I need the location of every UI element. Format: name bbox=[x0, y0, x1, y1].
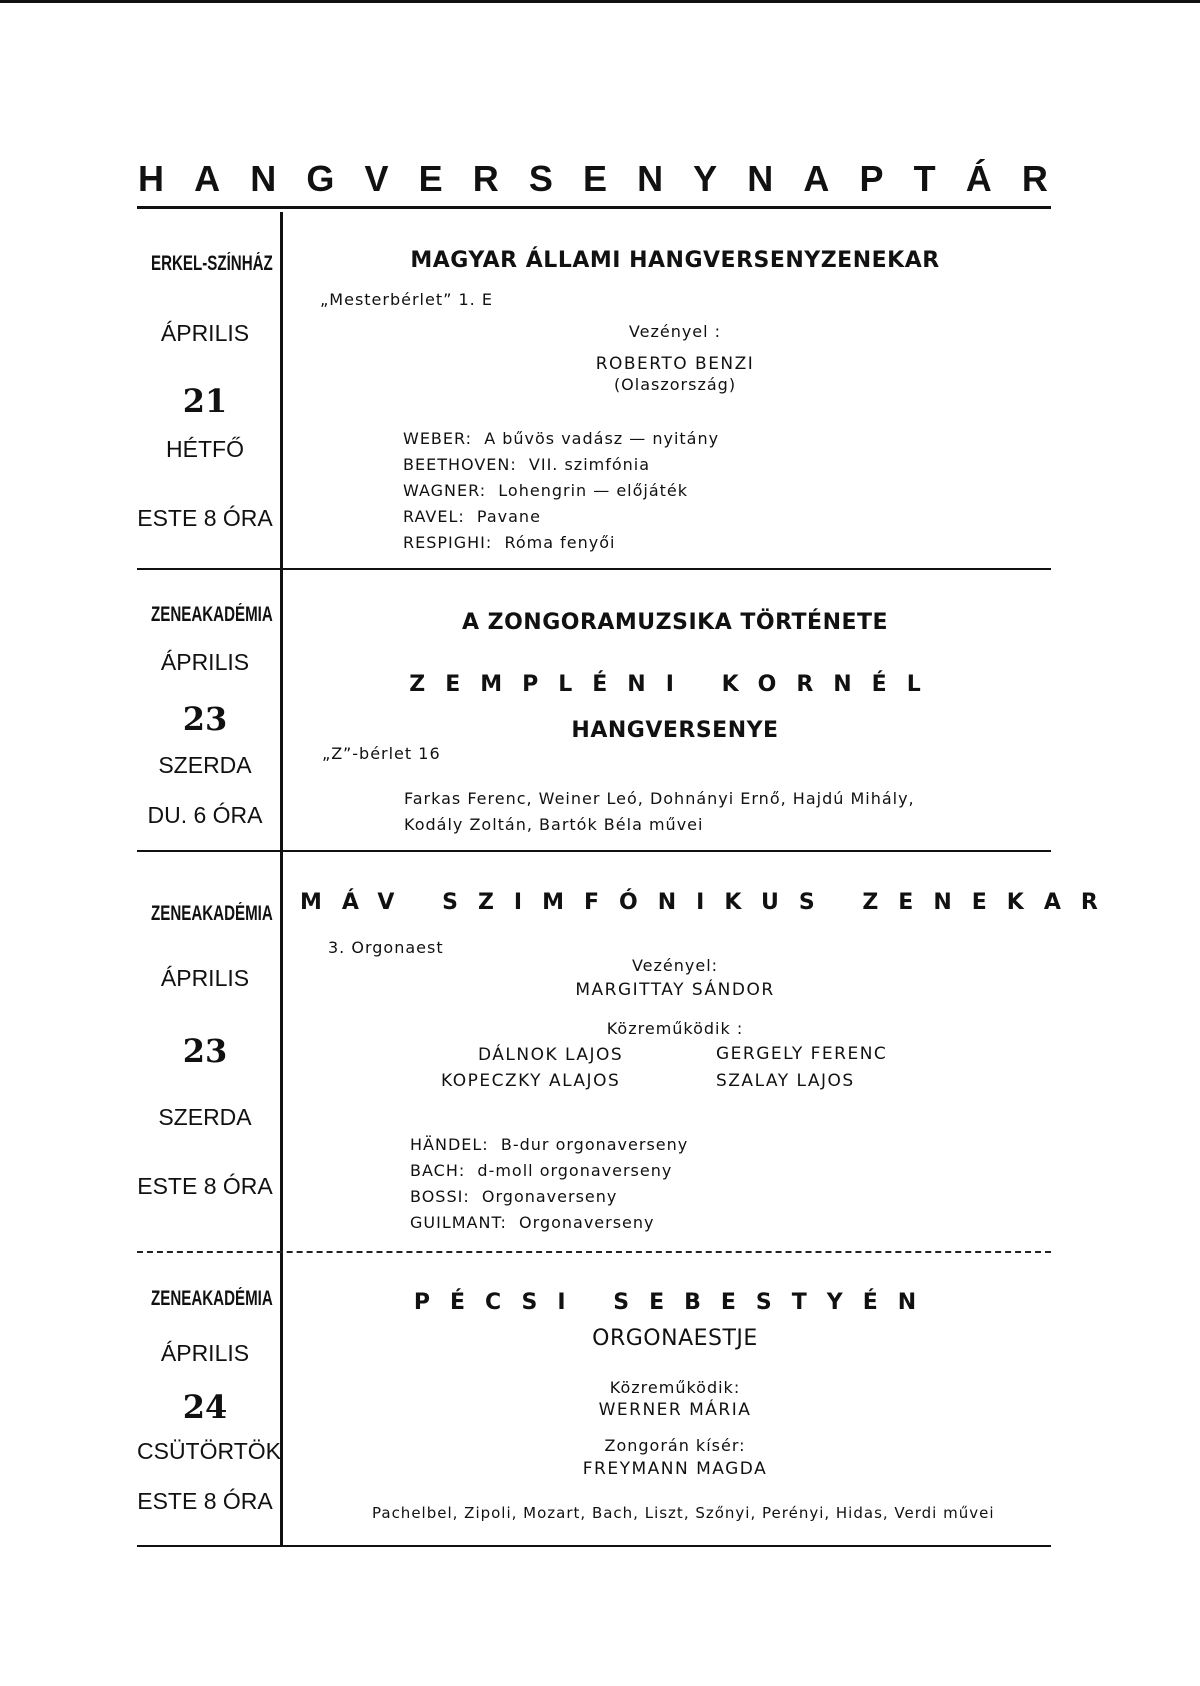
bottom-rule bbox=[137, 1545, 1051, 1547]
title-letter: N bbox=[637, 158, 664, 199]
assist-label: Közreműködik : bbox=[606, 1019, 744, 1038]
assist-label: Közreműködik: bbox=[609, 1378, 741, 1397]
program-item: BACH: d-moll orgonaverseny bbox=[410, 1161, 673, 1180]
event-day: 23 bbox=[182, 1032, 228, 1070]
title-letter: H bbox=[138, 158, 164, 199]
column-divider bbox=[280, 212, 283, 1546]
event-separator bbox=[137, 850, 1051, 852]
program-item: BEETHOVEN: VII. szimfónia bbox=[403, 455, 651, 474]
assistant-name: KOPECZKY ALAJOS bbox=[441, 1071, 621, 1091]
conductor-name: ROBERTO BENZI bbox=[595, 354, 755, 374]
program-item: RAVEL: Pavane bbox=[403, 507, 541, 526]
composers-line: Farkas Ferenc, Weiner Leó, Dohnányi Ernő, Hajdú Mihály, bbox=[404, 789, 915, 808]
title-letter: R bbox=[472, 158, 499, 199]
event-time: ESTE 8 ÓRA bbox=[137, 505, 273, 531]
title-letter: S bbox=[528, 158, 553, 199]
event-heading: MAGYAR ÁLLAMI HANGVERSENYZENEKAR bbox=[410, 248, 940, 273]
event-time: DU. 6 ÓRA bbox=[147, 802, 263, 828]
program-item: RESPIGHI: Róma fenyői bbox=[403, 533, 616, 552]
conductor-country: (Olaszország) bbox=[613, 375, 737, 394]
event-weekday: HÉTFŐ bbox=[166, 436, 244, 462]
assistant-name: GERGELY FERENC bbox=[716, 1044, 888, 1064]
event-weekday: SZERDA bbox=[158, 1104, 252, 1130]
event-separator bbox=[137, 1251, 1051, 1253]
title-rule bbox=[137, 206, 1051, 209]
top-edge-line bbox=[0, 0, 1200, 3]
event-month: ÁPRILIS bbox=[160, 320, 250, 346]
title-letter: E bbox=[582, 158, 607, 199]
title-letter: V bbox=[364, 158, 389, 199]
performer-subtitle: ORGONAESTJE bbox=[592, 1326, 758, 1351]
event-month: ÁPRILIS bbox=[160, 649, 250, 675]
event-day: 24 bbox=[182, 1388, 228, 1426]
title-letter: Á bbox=[965, 158, 992, 199]
event-month: ÁPRILIS bbox=[160, 965, 250, 991]
event-weekday: SZERDA bbox=[158, 752, 252, 778]
event-day: 23 bbox=[182, 700, 228, 738]
composers-list: Pachelbel, Zipoli, Mozart, Bach, Liszt, Szőnyi, Perényi, Hidas, Verdi művei bbox=[372, 1504, 995, 1522]
program-item: WEBER: A bűvös vadász — nyitány bbox=[403, 429, 720, 448]
event-day: 21 bbox=[182, 382, 228, 420]
assistant-name: DÁLNOK LAJOS bbox=[478, 1045, 624, 1065]
event-venue: ZENEAKADÉMIA bbox=[151, 1287, 273, 1310]
title-letter: G bbox=[306, 158, 335, 199]
composers-list bbox=[404, 786, 915, 838]
performer-subtitle: HANGVERSENYE bbox=[571, 718, 779, 743]
title-letter: A bbox=[194, 158, 221, 199]
assistant-name: SZALAY LAJOS bbox=[716, 1071, 855, 1091]
program-item: HÄNDEL: B-dur orgonaverseny bbox=[410, 1135, 689, 1154]
performer-name: PÉCSI SEBESTYÉN bbox=[413, 1290, 937, 1315]
title-letter: R bbox=[1021, 158, 1048, 199]
program-list bbox=[403, 426, 719, 556]
performer-name: ZEMPLÉNI KORNÉL bbox=[409, 672, 941, 697]
accompanist-name: FREYMANN MAGDA bbox=[582, 1459, 768, 1479]
title-letter: P bbox=[859, 158, 884, 199]
composers-line: Kodály Zoltán, Bartók Béla művei bbox=[404, 815, 704, 834]
title-letter: E bbox=[418, 158, 443, 199]
conductor-label: Vezényel : bbox=[628, 322, 722, 341]
title-letter: N bbox=[250, 158, 277, 199]
event-separator bbox=[137, 568, 1051, 570]
event-heading: A ZONGORAMUZSIKA TÖRTÉNETE bbox=[461, 610, 889, 635]
program-item: WAGNER: Lohengrin — előjáték bbox=[403, 481, 689, 500]
event-venue: ZENEAKADÉMIA bbox=[151, 603, 273, 626]
title-letter: T bbox=[913, 158, 936, 199]
event-series: 3. Orgonaest bbox=[328, 938, 444, 957]
event-month: ÁPRILIS bbox=[160, 1340, 250, 1366]
event-venue: ERKEL-SZÍNHÁZ bbox=[151, 252, 273, 275]
event-series: „Mesterbérlet” 1. E bbox=[320, 290, 493, 309]
program-item: GUILMANT: Orgonaverseny bbox=[410, 1213, 655, 1232]
title-letter: N bbox=[747, 158, 774, 199]
assistant-name: WERNER MÁRIA bbox=[598, 1400, 752, 1420]
event-venue: ZENEAKADÉMIA bbox=[151, 902, 273, 925]
title-letter: Y bbox=[693, 158, 718, 199]
event-time: ESTE 8 ÓRA bbox=[137, 1173, 273, 1199]
conductor-label: Vezényel: bbox=[631, 956, 719, 975]
program-item: BOSSI: Orgonaverseny bbox=[410, 1187, 618, 1206]
program-list bbox=[410, 1132, 688, 1236]
event-weekday: CSÜTÖRTÖK bbox=[137, 1438, 281, 1464]
event-series: „Z”-bérlet 16 bbox=[322, 744, 441, 763]
accompanist-label: Zongorán kísér: bbox=[604, 1436, 746, 1455]
conductor-name: MARGITTAY SÁNDOR bbox=[575, 980, 775, 1000]
event-time: ESTE 8 ÓRA bbox=[137, 1488, 273, 1514]
event-heading: MÁV SZIMFÓNIKUS ZENEKAR bbox=[300, 890, 1118, 915]
page-title bbox=[138, 158, 1048, 200]
title-letter: A bbox=[803, 158, 830, 199]
